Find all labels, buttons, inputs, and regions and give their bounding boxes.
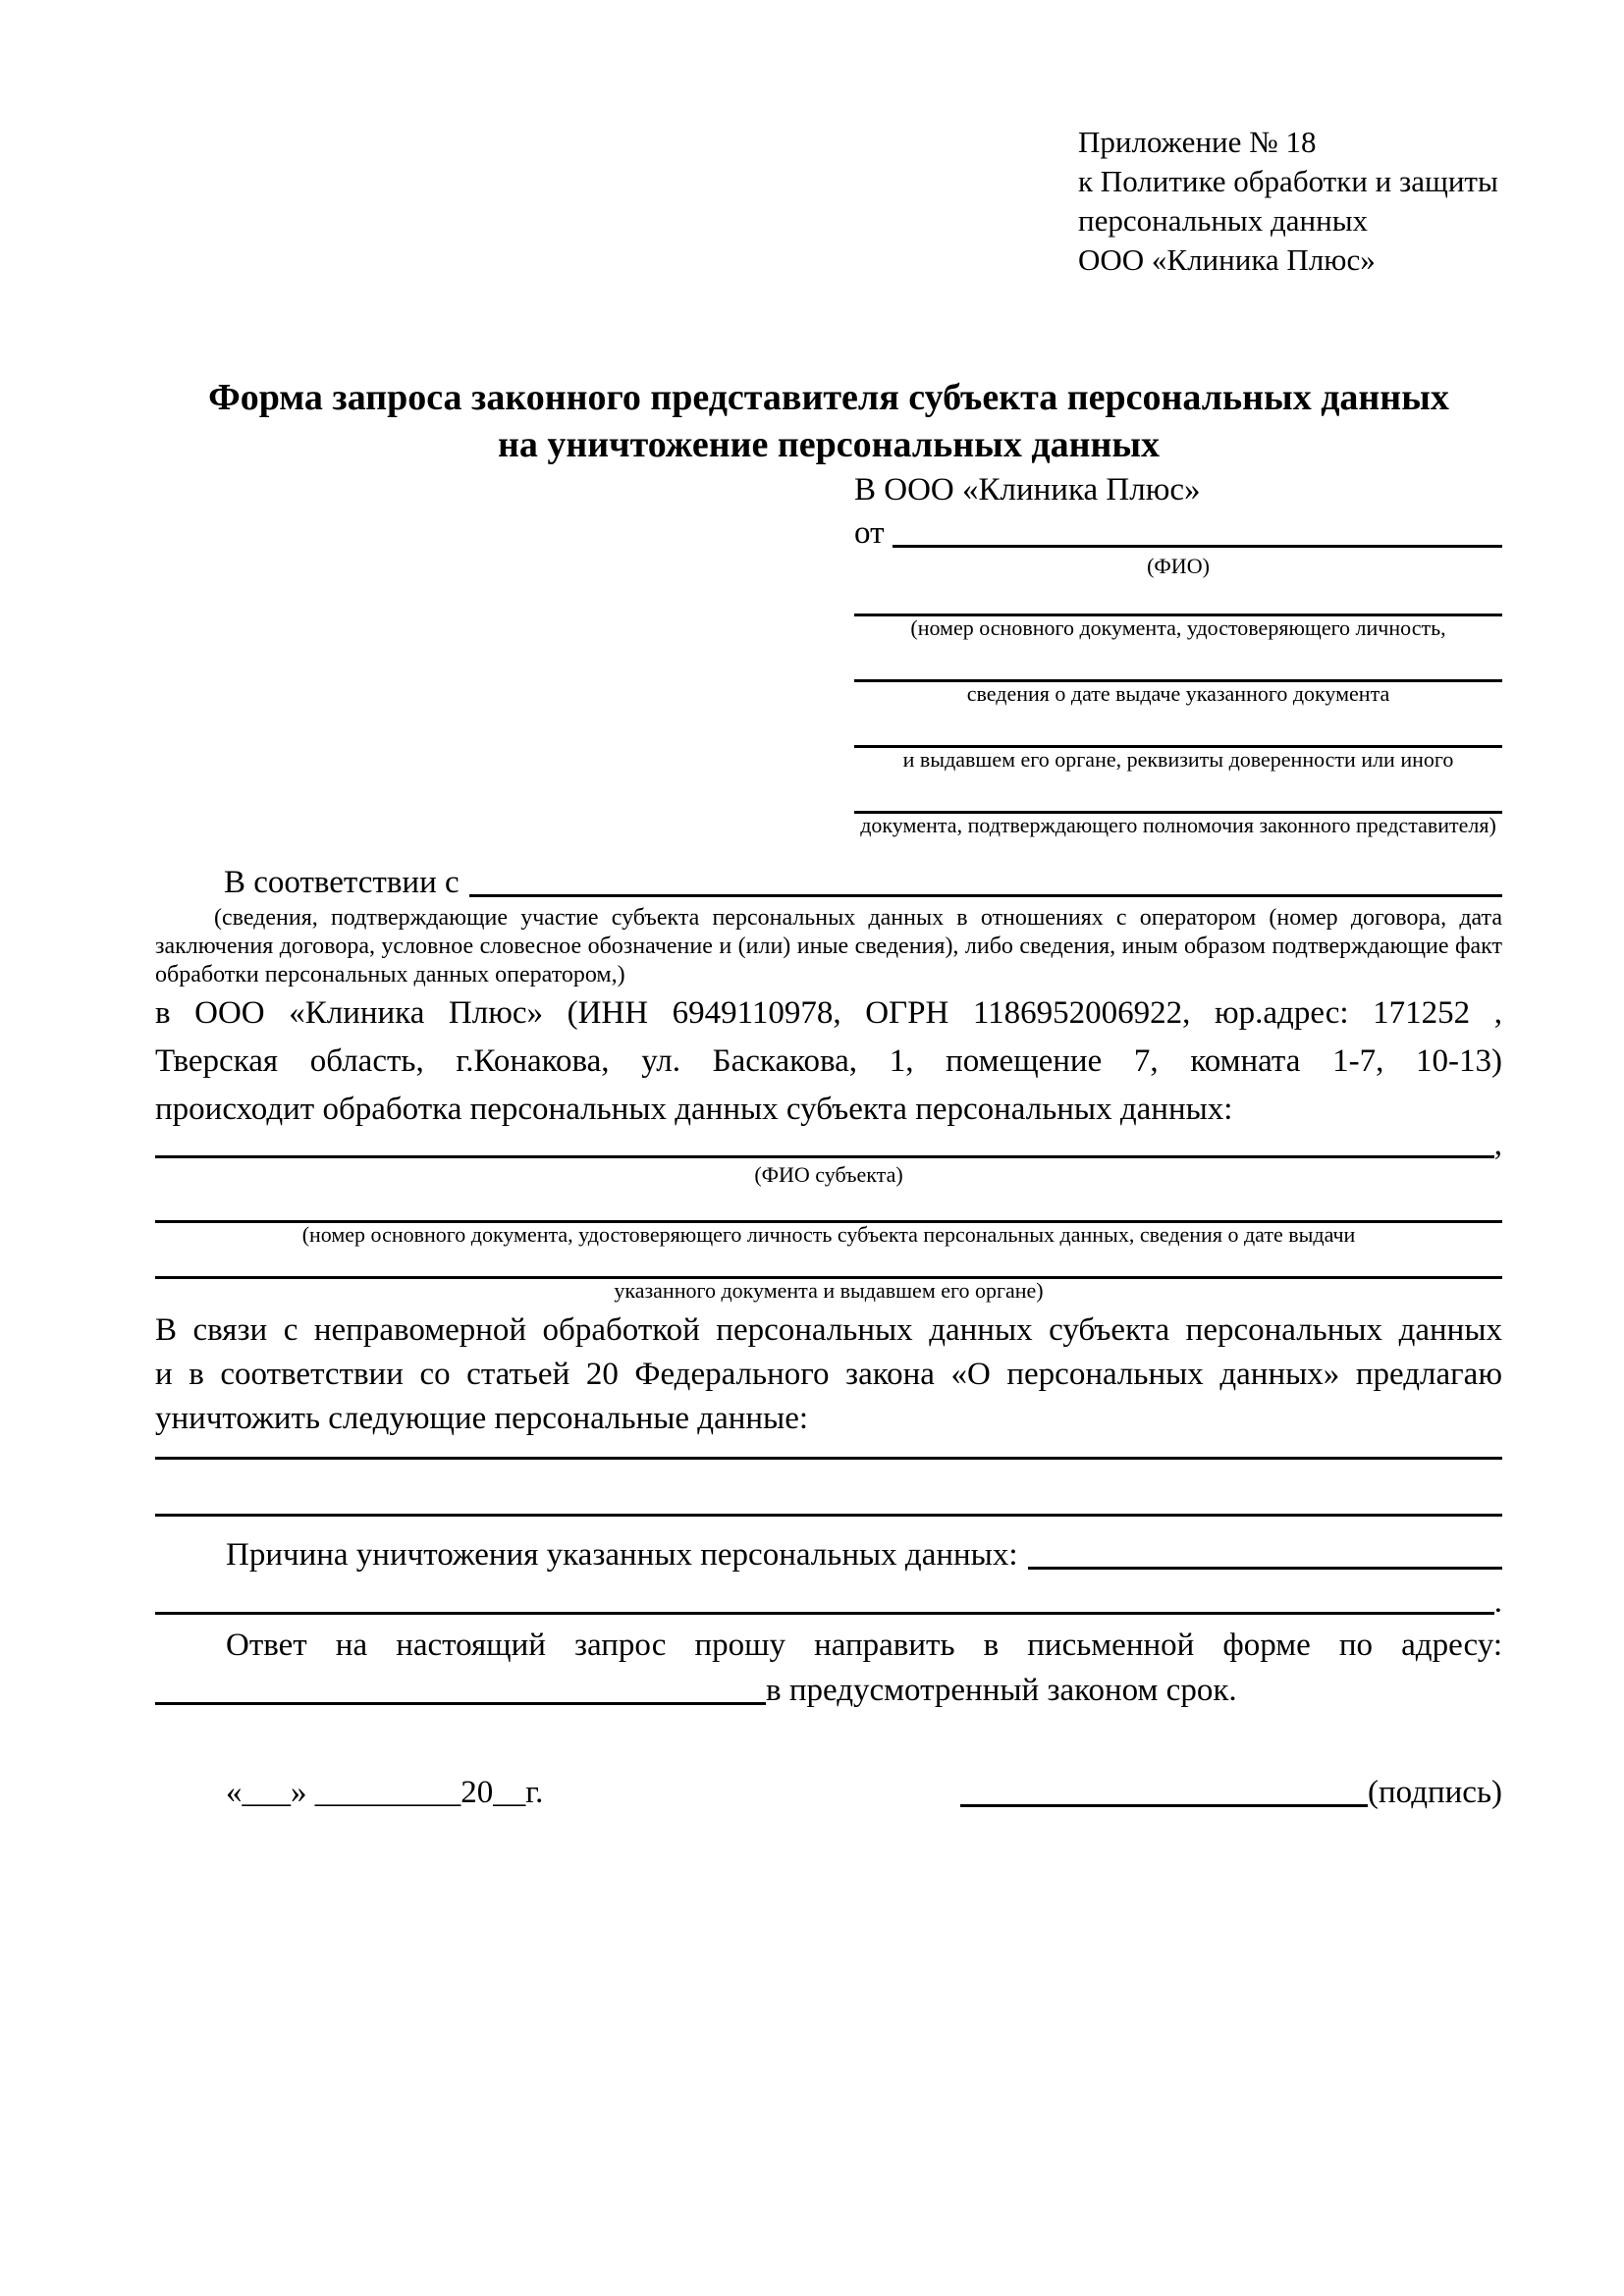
appendix-header-line: персональных данных	[1078, 203, 1369, 238]
reply-tail-row	[155, 1668, 1502, 1713]
accordance-note	[155, 904, 1502, 989]
fio-blank-line	[893, 511, 1503, 548]
subject-fio-row	[155, 1127, 1502, 1163]
form-title	[155, 374, 1502, 468]
id-doc-caption: документа, подтверждающего полномочия законного представителя)	[860, 813, 1496, 837]
from-row	[854, 511, 1502, 555]
accordance-row	[155, 861, 1502, 904]
signature-caption: (подпись)	[1368, 1775, 1502, 1810]
operator-paragraph-line: Тверская область, г.Конакова, ул. Баскакова, 1, помещение 7, комната 1-7, 10-13)	[155, 1043, 1502, 1079]
request-paragraph-line: В связи с неправомерной обработкой персональных данных субъекта персональных данных	[155, 1312, 1502, 1348]
id-doc-blank-line	[854, 578, 1502, 616]
reason-blank-line	[1028, 1532, 1502, 1570]
addressee-organization: В ООО «Клиника Плюс»	[854, 472, 1201, 507]
id-doc-blank-line	[854, 772, 1502, 814]
subject-fio-trailing-comma: ,	[1493, 1127, 1502, 1162]
reply-address-blank-line	[155, 1668, 766, 1705]
accordance-note-line: (сведения, подтверждающие участие субъекта персональных данных в отношениях с оператором (номер договора, дата	[214, 905, 1502, 931]
footer-row	[155, 1770, 1502, 1815]
id-doc-blank-line	[854, 640, 1502, 682]
fio-caption: (ФИО)	[1147, 554, 1210, 578]
appendix-header-line: ООО «Клиника Плюс»	[1078, 242, 1376, 277]
signature-block	[960, 1770, 1502, 1815]
accordance-note-line: обработки персональных данных оператором,)	[155, 962, 625, 988]
trailing-period: .	[1493, 1584, 1502, 1620]
subject-fio-caption: (ФИО субъекта)	[754, 1162, 903, 1187]
form-title-line: на уничтожение персональных данных	[497, 424, 1161, 465]
signature-blank-line	[960, 1804, 1368, 1807]
subject-doc-caption: указанного документа и выдавшем его органе)	[614, 1278, 1044, 1303]
accordance-note-line: заключения договора, условное словесное обозначение и (или) иные сведения), либо сведения, иным образом подтверждающие факт	[155, 934, 1502, 959]
reason-continuation-row	[155, 1577, 1502, 1621]
data-blank-line	[155, 1441, 1502, 1460]
operator-paragraph	[155, 989, 1502, 1134]
date-line: «___» _________20__г.	[226, 1775, 544, 1810]
id-doc-caption: сведения о дате выдаче указанного документа	[966, 681, 1390, 706]
operator-paragraph-line: в ООО «Клиника Плюс» (ИНН 6949110978, ОГРН 1186952006922, юр.адрес: 171252 ,	[155, 995, 1502, 1031]
data-blank-line	[155, 1460, 1502, 1517]
reason-blank-line	[155, 1612, 1494, 1615]
operator-paragraph-line: происходит обработка персональных данных субъекта персональных данных:	[155, 1092, 1233, 1127]
request-paragraph-line: уничтожить следующие персональные данные:	[155, 1401, 809, 1436]
reason-row	[155, 1532, 1502, 1577]
reply-tail-text: в предусмотренный законом срок.	[766, 1673, 1237, 1708]
appendix-header-line: к Политике обработки и защиты	[1078, 164, 1498, 198]
request-paragraph-line: и в соответствии со статьей 20 Федерального закона «О персональных данных» предлагаю	[155, 1357, 1502, 1392]
subject-doc-blank-line	[155, 1247, 1502, 1279]
accordance-label: В соответствии с	[224, 865, 460, 900]
from-label: от	[854, 515, 885, 551]
id-doc-caption: и выдавшем его органе, реквизиты доверенности или иного	[902, 747, 1454, 772]
subject-fio-blank-line	[155, 1155, 1494, 1158]
appendix-header-line: Приложение № 18	[1078, 125, 1317, 159]
reply-paragraph-line: Ответ на настоящий запрос прошу направить в письменной форме по адресу:	[226, 1628, 1502, 1663]
addressee-block	[854, 468, 1502, 837]
accordance-blank-line	[469, 861, 1502, 897]
request-paragraph	[155, 1308, 1502, 1441]
subject-doc-caption: (номер основного документа, удостоверяющего личность субъекта персональных данных, сведения о дате выдачи	[301, 1222, 1356, 1247]
reason-label: Причина уничтожения указанных персональных данных:	[226, 1537, 1018, 1573]
form-title-line: Форма запроса законного представителя субъекта персональных данных	[208, 377, 1449, 418]
id-doc-caption: (номер основного документа, удостоверяющего личность,	[910, 615, 1446, 640]
appendix-header	[1078, 123, 1502, 280]
subject-doc-blank-line	[155, 1187, 1502, 1223]
id-doc-blank-line	[854, 706, 1502, 748]
